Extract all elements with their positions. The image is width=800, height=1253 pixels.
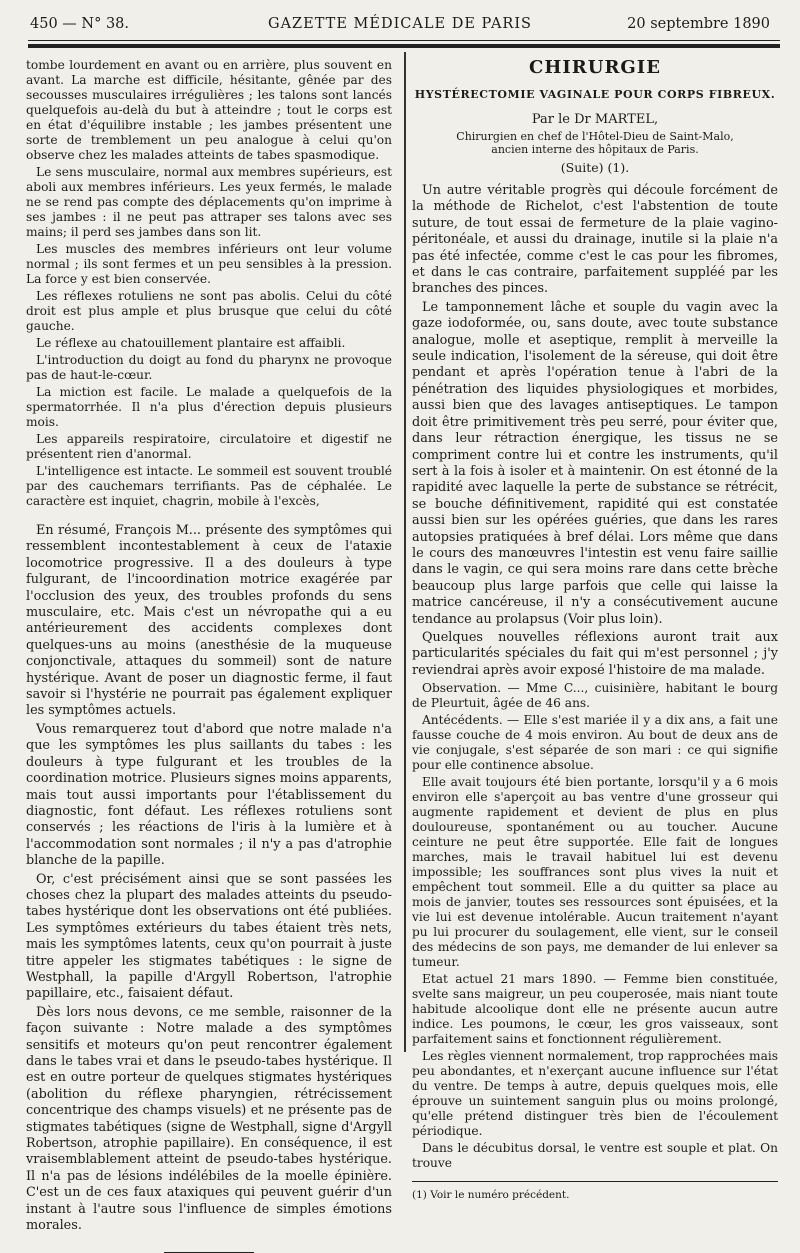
header-rule-thick (28, 44, 780, 48)
paragraph: Les réflexes rotuliens ne sont pas abolis. Celui du côté droit est plus ample et plus brusque que celui du côté gauche. (26, 289, 392, 333)
paragraph: L'introduction du doigt au fond du pharynx ne provoque pas de haut-le-cœur. (26, 353, 392, 382)
page-number-issue: 450 — N° 38. (30, 16, 130, 32)
paragraph: Le sens musculaire, normal aux membres supérieurs, est aboli aux membres inférieurs. Les yeux fermés, le malade ne se rend pas compte des déplacements qu'on imprime à ses jambes : il ne peut pas attraper ses talons avec ses mains; il perd ses jambes dans son lit. (26, 165, 392, 239)
paragraph: Etat actuel 21 mars 1890. — Femme bien constituée, svelte sans maigreur, un peu couperosée, mais niant toute habitude alcoolique dont elle ne présente aucun autre indice. Les poumons, le cœur, les gros vaisseaux, sont parfaitement sains et fonctionnent régulièrement. (412, 972, 778, 1047)
paragraph: Vous remarquerez tout d'abord que notre malade n'a que les symptômes les plus saillants du tabes : les douleurs à type fulgurant et les troubles de la coordination motrice. Plusieurs signes moins apparents, mais tout aussi importants pour l'établissement du diagnostic, font défaut. Les réflexes rotuliens sont conservés ; les réactions de l'iris à la lumière et à l'accommodation sont normales ; il n'y a pas d'atrophie blanche de la papille. (26, 721, 392, 869)
paragraph: Dès lors nous devons, ce me semble, raisonner de la façon suivante : Notre malade a des symptômes sensitifs et moteurs qu'on peut rencontrer également dans le tabes vrai et dans le pseudo-tabes hystérique. Il est en outre porteur de quelques stigmates hystériques (abolition du réflexe pharyngien, rétrécissement concentrique des champs visuels) et ne présente pas de stigmates tabétiques (signe de Westphall, signe d'Argyll Robertson, atrophie papillaire). En conséquence, il est vraisemblablement atteint de pseudo-tabes hystérique. Il n'a pas de lésions indélébiles de la moelle épinière. C'est un de ces faux ataxiques qui peuvent guérir d'un instant à l'autre sous l'influence de simples émotions morales. (26, 1004, 392, 1234)
paragraph: Quelques nouvelles réflexions auront trait aux particularités spéciales du fait qui m'est personnel ; j'y reviendrai après avoir exposé l'histoire de ma malade. (412, 629, 778, 678)
paragraph: Antécédents. — Elle s'est mariée il y a dix ans, a fait une fausse couche de 4 mois environ. Au bout de deux ans de vie conjugale, s'est séparée de son mari : ce qui signifie pour elle continence absolue. (412, 713, 778, 773)
issue-date: 20 septembre 1890 (627, 16, 770, 32)
continuation-note: (Suite) (1). (560, 160, 630, 175)
page-header (30, 14, 770, 36)
paragraph: L'intelligence est intacte. Le sommeil est souvent troublé par des cauchemars terrifiants. Pas de céphalée. Le caractère est inquiet, chagrin, mobile à l'excès, (26, 464, 392, 508)
byline: Par le Dr MARTEL, (531, 112, 659, 127)
affiliation-line: Chirurgien en chef de l'Hôtel-Dieu de Saint-Malo, (456, 130, 734, 143)
footnote-rule (412, 1181, 778, 1182)
paragraph: Les règles viennent normalement, trop rapprochées mais peu abondantes, et n'exerçant aucune influence sur l'état du ventre. De temps à autre, depuis quelques mois, elle éprouve un suintement sanguin plus ou moins prolongé, qu'elle prétend distinguer très bien de l'écoulement périodique. (412, 1049, 778, 1139)
journal-title: GAZETTE MÉDICALE DE PARIS (268, 16, 532, 32)
paragraph: Les muscles des membres inférieurs ont leur volume normal ; ils sont fermes et un peu sensibles à la pression. La force y est bien conservée. (26, 242, 392, 286)
paragraph: Elle avait toujours été bien portante, lorsqu'il y a 6 mois environ elle s'aperçoit au bas ventre d'une grosseur qui augmente rapidement et devient de plus en plus douloureuse, spontanément ou au toucher. Aucune ceinture ne peut être supportée. Elle fait de longues marches, mais le travail habituel lui est devenu impossible; les souffrances sont plus vives la nuit et empêchent tout sommeil. Elle a du quitter sa place au mois de janvier, toutes ses ressources sont épuisées, et la vie lui est devenue intolérable. Aucun traitement n'ayant pu lui procurer du soulagement, elle vient, sur le conseil des médecins de son pays, me demander de lui enlever sa tumeur. (412, 775, 778, 970)
paragraph: En résumé, François M... présente des symptômes qui ressemblent incontestablement à ceux de l'ataxie locomotrice progressive. Il a des douleurs à type fulgurant, de l'incoordination motrice exagérée par l'occlusion des yeux, des troubles profonds du sens musculaire, etc. Mais c'est un névropathe qui a eu antérieurement des accidents complexes dont quelques-uns au moins (anesthésie de la muqueuse conjonctivale, attaques du sommeil) sont de nature hystérique. Avant de poser un diagnostic ferme, il faut savoir si l'hystérie ne pourrait pas également expliquer les symptômes actuels. (26, 523, 392, 719)
affiliation-line: ancien interne des hôpitaux de Paris. (491, 143, 699, 156)
paragraph: Dans le décubitus dorsal, le ventre est souple et plat. On trouve (412, 1141, 778, 1171)
section-title: CHIRURGIE (529, 57, 661, 78)
left-column (26, 58, 392, 1253)
paragraph: Or, c'est précisément ainsi que se sont passées les choses chez la plupart des malades atteints du pseudo-tabes hystérique dont les observations ont été publiées. Les symptômes extérieurs du tabes étaient très nets, mais les symptômes latents, ceux qu'on pourrait à juste titre appeler les stigmates tabétiques : le signe de Westphall, la papille d'Argyll Robertson, l'atrophie papillaire, etc., faisaient défaut. (26, 871, 392, 1002)
header-rule-thin (28, 40, 780, 41)
paragraph: La miction est facile. Le malade a quelquefois de la spermatorrhée. Il n'a plus d'érection depuis plusieurs mois. (26, 385, 392, 429)
paragraph: Le tamponnement lâche et souple du vagin avec la gaze iodoformée, ou, sans doute, avec toute substance analogue, molle et aseptique, remplit à merveille la seule indication, l'isolement de la séreuse, qui doit être pendant et après l'opération tenue à l'abri de la pénétration des liquides physiologiques et morbides, aussi bien que des lavages antiseptiques. Le tampon doit être primitivement très peu serré, pour éviter que, dans leur rétraction énergique, les tissus ne se compriment contre lui et contre les instruments, qu'il sert à la fois à isoler et à maintenir. On est étonné de la rapidité avec laquelle la perte de substance se rétrécit, se bouche définitivement, rapidité qui est constatée aussi bien sur les opérées guéries, que dans les rares autopsies pratiquées à bref délai. Lors même que dans le cours des manœuvres l'intestin est venu faire saillie dans le vagin, ce qui sera moins rare dans cette brèche beaucoup plus large parfois que celle qui laisse la matrice cancéreuse, il n'y a consécutivement aucune tendance au prolapsus (Voir plus loin). (412, 299, 778, 627)
paragraph: Les appareils respiratoire, circulatoire et digestif ne présentent rien d'anormal. (26, 432, 392, 461)
paragraph: Un autre véritable progrès qui découle forcément de la méthode de Richelot, c'est l'abstention de toute suture, de tout essai de fermeture de la plaie vagino-péritonéale, et aussi du drainage, inutile si la plaie n'a pas été infectée, comme c'est le cas pour les fibromes, et dans le cas contraire, parfaitement suppléé par les branches des pinces. (412, 183, 778, 297)
paragraph: Observation. — Mme C..., cuisinière, habitant le bourg de Pleurtuit, âgée de 46 ans. (412, 681, 778, 711)
footnote: (1) Voir le numéro précédent. (412, 1189, 570, 1202)
paragraph: Le réflexe au chatouillement plantaire est affaibli. (36, 336, 346, 350)
article-title: HYSTÉRECTOMIE VAGINALE POUR CORPS FIBREUX. (414, 88, 776, 101)
paragraph: tombe lourdement en avant ou en arrière, plus souvent en avant. La marche est difficile, hésitante, gênée par des secousses musculaires irrégulières ; les talons sont lancés quelquefois au-delà du but à atteindre ; tout le corps est en état d'équilibre instable ; les jambes présentent une sorte de tremblement un peu analogue à celui qu'on observe chez les malades atteints de tabes spasmodique. (26, 58, 392, 162)
right-column (412, 58, 778, 1203)
column-divider (404, 52, 406, 1052)
